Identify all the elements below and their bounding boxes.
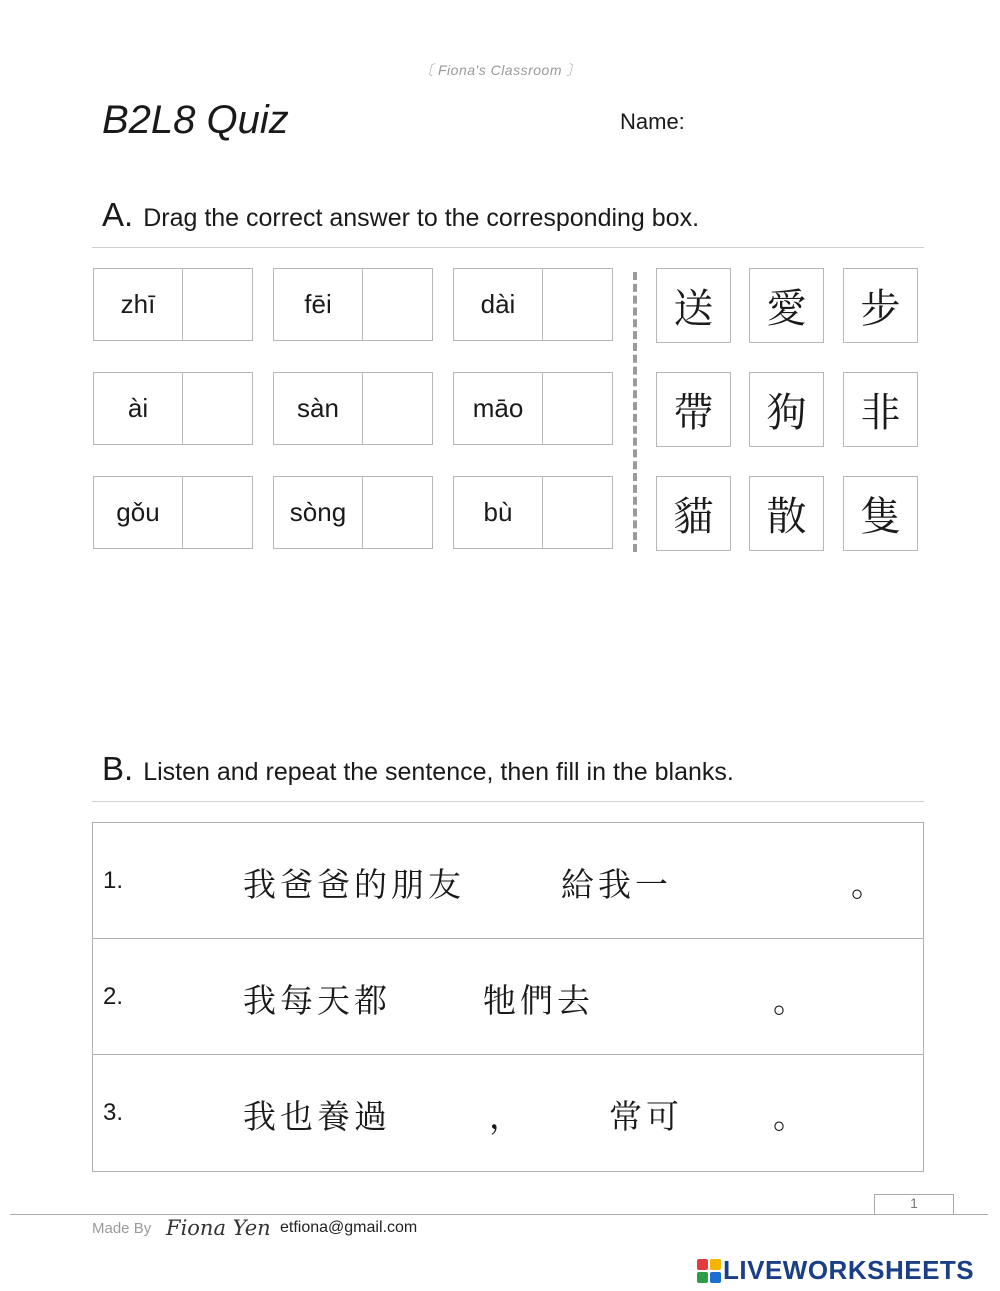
liveworksheets-icon: [697, 1259, 721, 1283]
sentence-number: 1.: [103, 867, 124, 894]
sentence-fragment: 我爸爸的朋友: [243, 865, 465, 904]
character-tile[interactable]: 帶: [656, 372, 731, 447]
pinyin-label: sòng: [274, 477, 363, 548]
sentence-fragment: 牠們去: [483, 981, 594, 1020]
drop-slot[interactable]: [183, 269, 252, 340]
section-b-divider: [92, 801, 924, 802]
logo-square-yellow: [710, 1259, 721, 1270]
section-a-instruction: Drag the correct answer to the corresponding box.: [143, 204, 700, 232]
made-by-label: Made By: [92, 1220, 152, 1237]
page-title: B2L8 Quiz: [102, 98, 289, 142]
author-signature: Fiona Yen: [166, 1216, 271, 1240]
pinyin-label: bù: [454, 477, 543, 548]
sentence-number: 2.: [103, 983, 124, 1010]
logo-square-blue: [710, 1272, 721, 1283]
pinyin-card: [453, 476, 613, 549]
drop-slot[interactable]: [363, 269, 432, 340]
character-tile[interactable]: 隻: [843, 476, 918, 551]
sentence-number: 3.: [103, 1099, 124, 1126]
pinyin-card: [273, 372, 433, 445]
pinyin-card: [273, 476, 433, 549]
sentence-fragment: 給我一: [561, 865, 672, 904]
character-tile[interactable]: 送: [656, 268, 731, 343]
liveworksheets-logo: [697, 1255, 974, 1286]
pinyin-card: [273, 268, 433, 341]
dashed-separator: [633, 272, 637, 552]
drop-slot[interactable]: [543, 477, 612, 548]
pinyin-card: [93, 372, 253, 445]
pinyin-label: fēi: [274, 269, 363, 340]
section-b-letter: B.: [102, 750, 134, 787]
section-a-heading: [102, 196, 699, 234]
character-tile[interactable]: 狗: [749, 372, 824, 447]
page-number: 1: [874, 1194, 954, 1214]
character-tile[interactable]: 散: [749, 476, 824, 551]
drop-slot[interactable]: [543, 373, 612, 444]
sentence-fragment: 常可: [609, 1097, 683, 1136]
pinyin-label: sàn: [274, 373, 363, 444]
liveworksheets-wordmark: LIVEWORKSHEETS: [723, 1255, 975, 1285]
pinyin-label: zhī: [94, 269, 183, 340]
section-a-divider: [92, 247, 924, 248]
drop-slot[interactable]: [363, 477, 432, 548]
fill-in-table: [92, 822, 924, 1172]
section-a-letter: A.: [102, 196, 134, 233]
logo-square-red: [697, 1259, 708, 1270]
sentence-row: [93, 1055, 923, 1171]
classroom-header: 〔 Fiona's Classroom 〕: [419, 62, 581, 78]
character-tile[interactable]: 非: [843, 372, 918, 447]
drop-slot[interactable]: [363, 373, 432, 444]
name-label: Name:: [620, 109, 685, 134]
logo-square-green: [697, 1272, 708, 1283]
sentence-period: 。: [851, 865, 888, 904]
author-email: etfiona@gmail.com: [280, 1219, 418, 1236]
character-tile[interactable]: 貓: [656, 476, 731, 551]
footer-rule: [10, 1214, 988, 1215]
pinyin-label: ài: [94, 373, 183, 444]
pinyin-label: gǒu: [94, 477, 183, 548]
sentence-period: 。: [773, 1097, 810, 1136]
pinyin-label: dài: [454, 269, 543, 340]
drop-slot[interactable]: [183, 373, 252, 444]
pinyin-label: māo: [454, 373, 543, 444]
section-b-instruction: Listen and repeat the sentence, then fill in the blanks.: [143, 758, 734, 786]
sentence-row: [93, 939, 923, 1055]
pinyin-card: [93, 476, 253, 549]
character-tile[interactable]: 步: [843, 268, 918, 343]
sentence-fragment: 我也養過: [243, 1097, 391, 1136]
pinyin-card: [93, 268, 253, 341]
sentence-fragment: 我每天都: [243, 981, 391, 1020]
sentence-row: [93, 823, 923, 939]
drop-slot[interactable]: [543, 269, 612, 340]
sentence-period: 。: [773, 981, 810, 1020]
pinyin-card: [453, 268, 613, 341]
section-b-heading: [102, 750, 734, 788]
character-tile[interactable]: 愛: [749, 268, 824, 343]
drop-slot[interactable]: [183, 477, 252, 548]
sentence-comma: ，: [489, 1097, 526, 1136]
pinyin-card: [453, 372, 613, 445]
